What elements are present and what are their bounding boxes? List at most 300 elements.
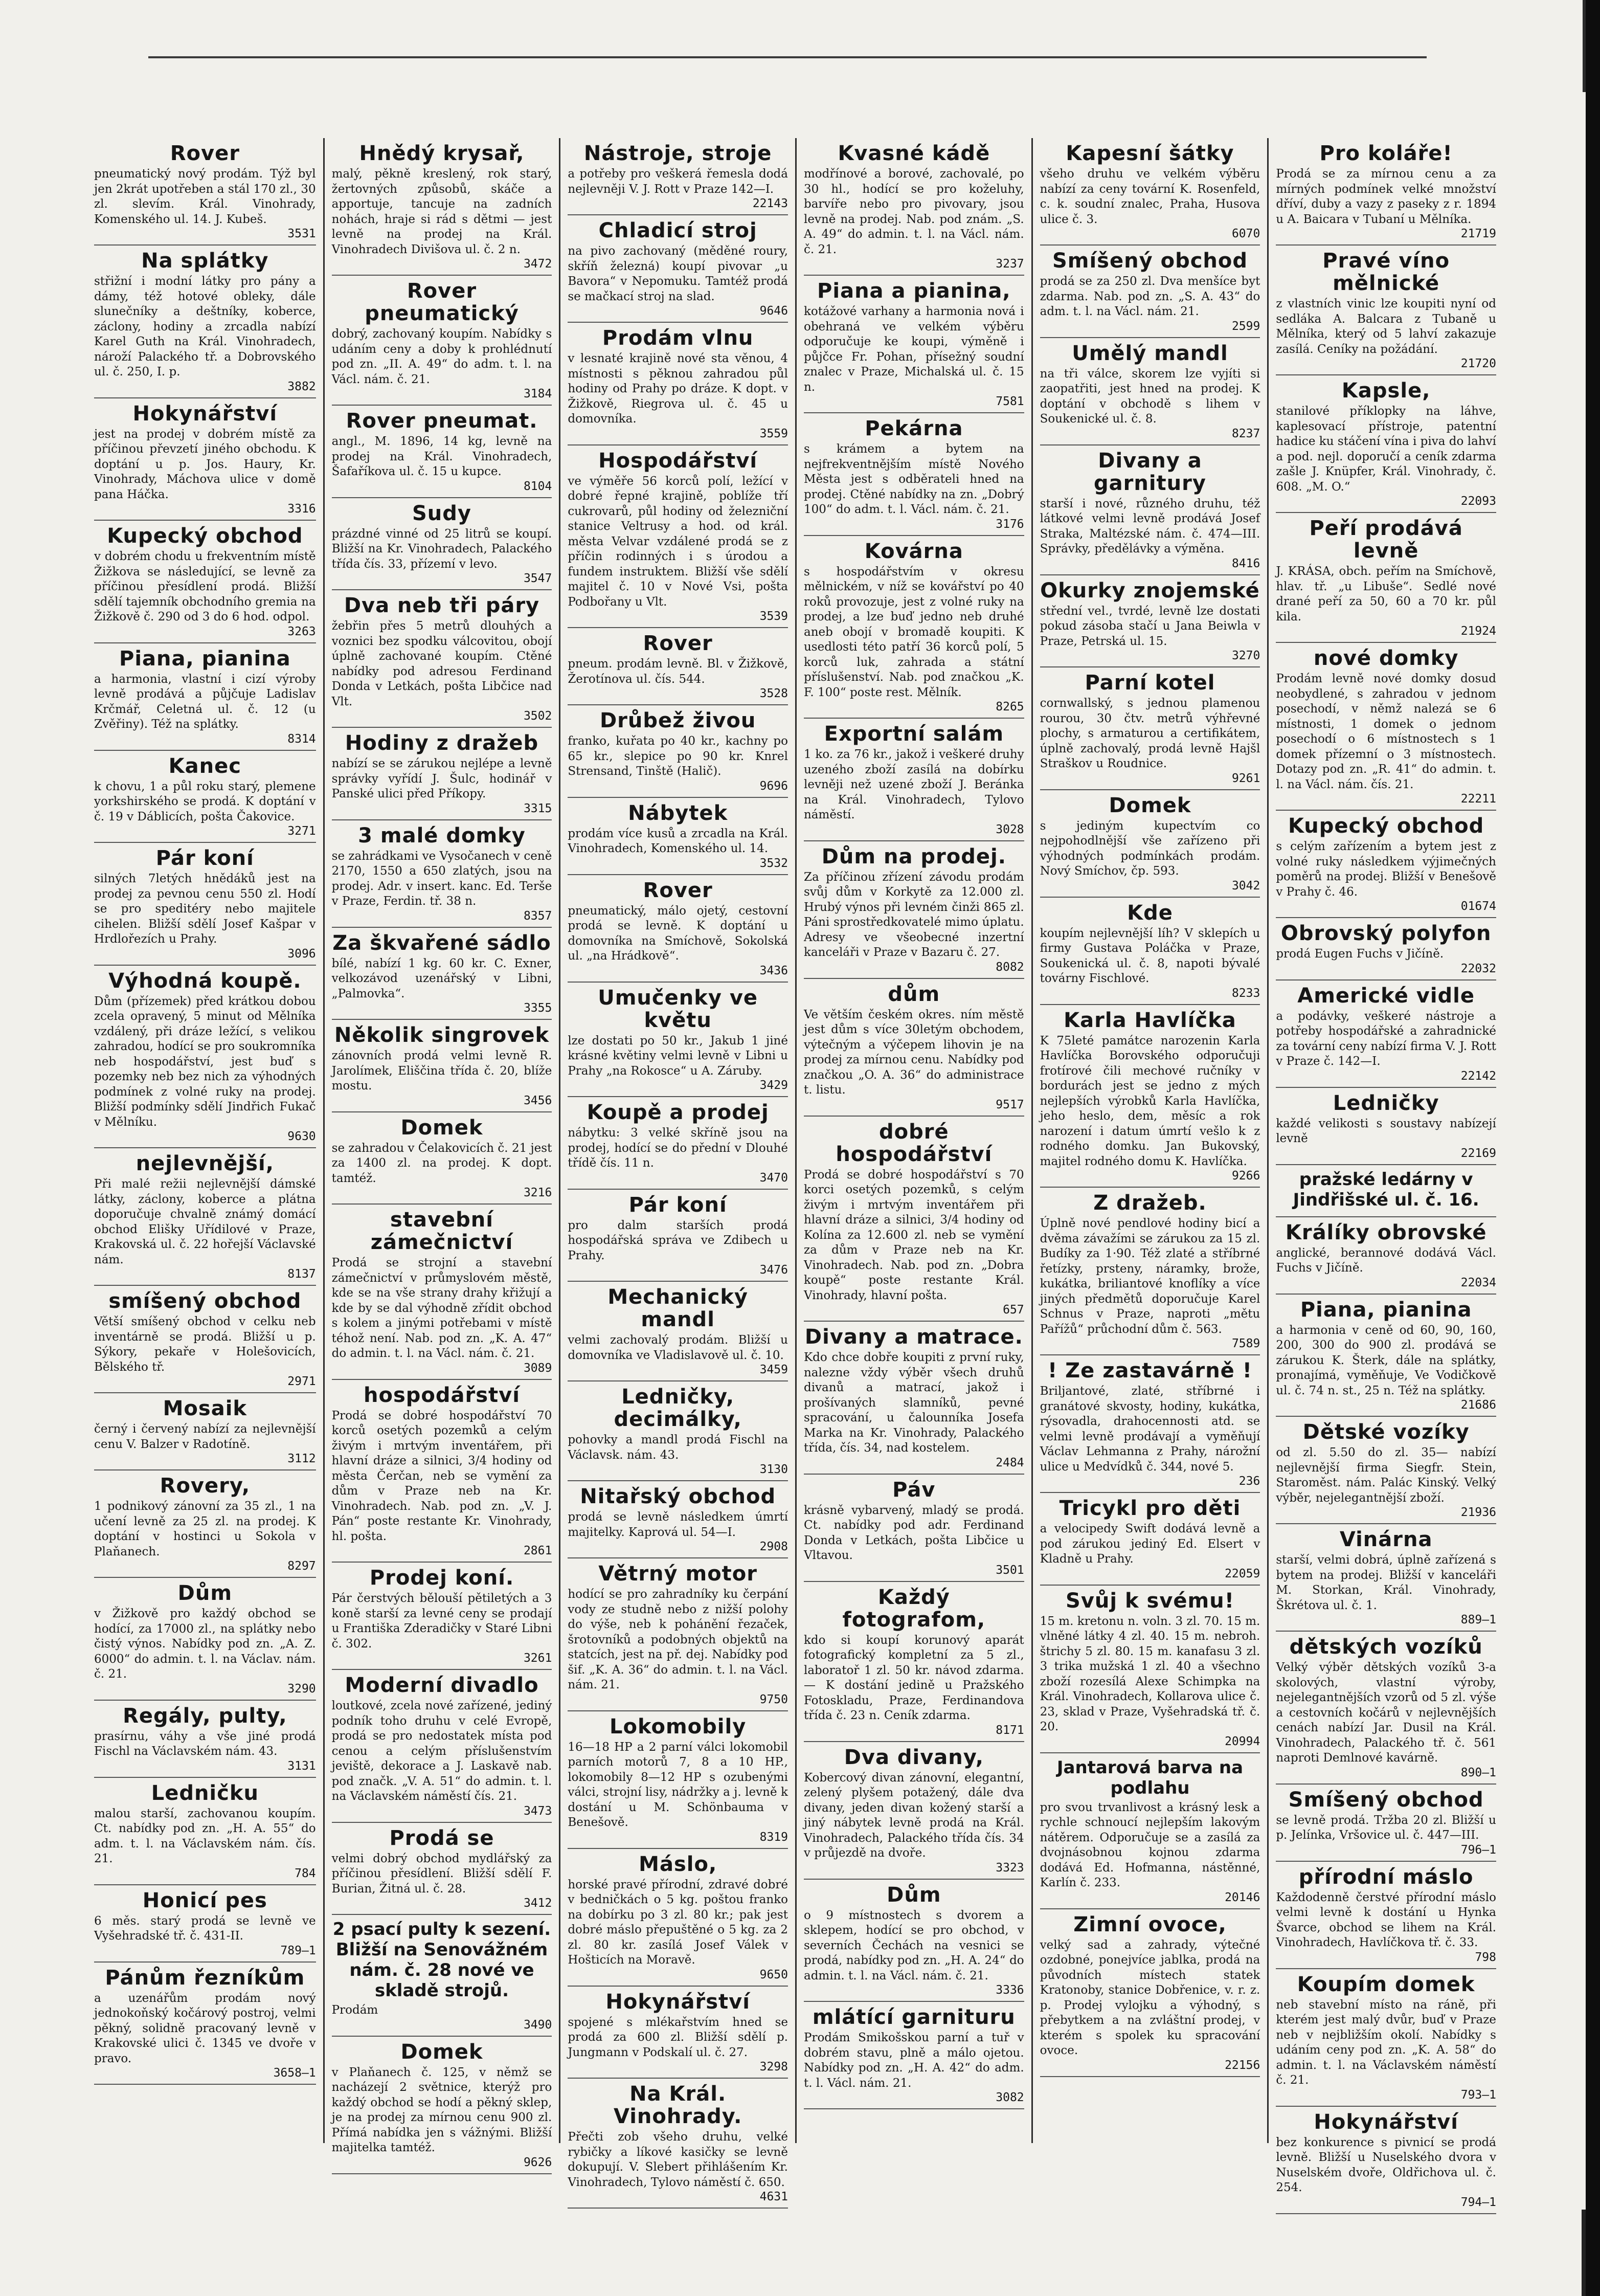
classified-ad <box>568 1381 788 1481</box>
ad-heading: smíšený obchod <box>108 1289 302 1313</box>
ad-heading: Moderní divadlo <box>345 1674 539 1697</box>
classified-ad <box>1040 1355 1260 1493</box>
ad-reference-number: 3323 <box>996 1861 1024 1875</box>
ad-heading: ! Ze zastavárně ! <box>1047 1359 1252 1383</box>
ad-reference-number: 9650 <box>759 1968 788 1981</box>
classified-ad <box>568 1097 788 1190</box>
classified-ad <box>1276 1165 1496 1217</box>
ad-reference-number: 3316 <box>287 502 316 516</box>
ad-reference-number: 3216 <box>523 1186 552 1199</box>
ad-reference-number: 9261 <box>1231 771 1260 785</box>
ad-text: stanilové příklopky na láhve, kaplesovací přístroje, patentní hadice ku stáčení vína i piva do lahví a pod. nejl. doporučí a ceník zdarma zašle J. Knüpfer, Král. Vinohrady, č. 608. „M. O.“ <box>1276 405 1496 494</box>
ad-reference-number: 8416 <box>1231 556 1260 570</box>
ad-heading: hospodářství <box>364 1383 520 1407</box>
ad-text: Prodá se strojní a stavební zámečnictví v průmyslovém městě, kde se na vše strany drahy křižují a kde by se dal výhodně zřídit obchod s kolem a jinými potřebami v místě téhož není. Nab. pod zn. „K. A. 47“ do admin. t. l. na Václ. nám. č. 21. <box>331 1256 552 1360</box>
ad-reference-number: 8137 <box>287 1267 316 1281</box>
ad-text: prodá se za 250 zl. Dva menšíce byt zdarma. Nab. pod zn. „S. A. 43“ do adm. t. l. na Václ. nám. 21. <box>1040 275 1260 318</box>
ad-reference-number: 21720 <box>1460 357 1496 370</box>
ad-text: se zahradou v Čelakovicích č. 21 jest za 1400 zl. na prodej. K dopt. tamtéž. <box>331 1141 552 1185</box>
ad-text: Prodá se dobré hospodářství s 70 korci osetých pozemků, s celým živým i mrtvým inventářem při hlavní dráze a silnici, 3/4 hodiny od Kolína za 12.600 zl. neb se vymění za dům v Praze neb na Kr. Vinohradech. Nab. pod zn. „Dobra koupě“ poste restante Král. Vinohrady, hlavní pošta. <box>803 1168 1024 1302</box>
ad-text: anglické, berannové dodává Václ. Fuchs v Jičíně. <box>1276 1246 1496 1275</box>
ad-text: s jediným kupectvím co nejpohodlnější vše zařízeno při výhodných podmínkách prodám. Nový Smíchov, čp. 593. <box>1040 819 1260 878</box>
classified-ad <box>94 398 316 521</box>
classified-ad <box>1276 513 1496 643</box>
ad-heading: Hospodářství <box>598 449 758 473</box>
ad-heading: Obrovský polyfon <box>1280 922 1492 945</box>
ad-heading: Kupecký obchod <box>1288 814 1484 838</box>
ad-heading: Ledničku <box>151 1781 259 1805</box>
ad-reference-number: 3559 <box>759 427 788 440</box>
ad-heading: Smíšený obchod <box>1052 249 1248 273</box>
ad-reference-number: 9646 <box>759 304 788 318</box>
ad-reference-number: 3490 <box>523 2018 552 2032</box>
ad-text: od zl. 5.50 do zl. 35— nabízí nejlevnější firma Siegfr. Stein, Staroměst. nám. Palác Kinský. Velký výběr, nejelegantnější zboží. <box>1276 1446 1496 1505</box>
classified-ad <box>1040 445 1260 575</box>
ad-text: velmi zachovalý prodám. Bližší u domovníka ve Vladislavově ul. č. 10. <box>568 1333 788 1362</box>
classified-ad <box>568 1987 788 2079</box>
page-edge-notch-lower <box>1582 2210 1586 2296</box>
ad-heading: Kupecký obchod <box>107 524 303 548</box>
classified-ad <box>1040 1005 1260 1188</box>
ad-reference-number: 22032 <box>1460 962 1496 975</box>
ad-reference-number: 20994 <box>1225 1734 1260 1748</box>
ad-text: angl., M. 1896, 14 kg, levně na prodej na Král. Vinohradech, Šafaříkova ul. č. 15 u kupce. <box>331 435 552 478</box>
ad-text: prasírnu, váhy a vše jiné prodá Fischl na Václavském nám. 43. <box>94 1729 316 1758</box>
ad-reference-number: 3658—1 <box>273 2066 316 2080</box>
column-6 <box>1267 138 1503 2209</box>
ad-reference-number: 2599 <box>1231 319 1260 333</box>
ad-reference-number: 6070 <box>1231 227 1260 240</box>
ad-heading: Pár koní <box>155 846 254 870</box>
classified-ad <box>332 1112 552 1205</box>
ad-heading: Dětské vozíky <box>1302 1420 1470 1444</box>
classified-ad <box>332 276 552 406</box>
ad-heading: Hnědý krysař, <box>359 142 525 165</box>
classified-ad <box>332 1380 552 1563</box>
classified-ad <box>1276 1295 1496 1417</box>
ad-heading: Jantarová barva na podlahu <box>1056 1757 1244 1798</box>
ad-heading: Kapesní šátky <box>1066 142 1234 165</box>
ad-reference-number: 3531 <box>287 227 316 240</box>
classified-ad <box>94 751 316 843</box>
ad-text: Přečti zob všeho druhu, velké rybičky a líkové kasičky se levně dokupují. V. Slebert přihlášením Kr. Vinohradech, Tylovo náměstí č. 650. <box>568 2130 788 2189</box>
ad-text: pneumatický, málo ojetý, cestovní prodá se levně. K doptání u domovníka na Smíchově, Sokolská ul. „na Hrádkově“. <box>568 904 788 963</box>
ad-text: 15 m. kretonu n. voln. 3 zl. 70. 15 m. vlněné látky 4 zl. 40. 15 m. nebroh. štrichy 5 zl. 80. 15 m. kanafasu 3 zl. 3 trika mužská 1 zl. 40 a všechno zboží rozesílá Alexe Schimpka na Král. Vinohradech, Kollarova ulice č. 23, sklad v Praze, Vyšehradská tř. č. 20. <box>1040 1614 1260 1733</box>
ad-text: horské pravé přírodní, zdravé dobré v bedničkách o 5 kg. poštou franko na dobírku po 3 zl. 80 kr.; pak jest dobré máslo přepuštěné o 5 kg. za 2 zl. 80 kr. zasílá Josef Válek v Hošticích na Moravě. <box>568 1878 788 1967</box>
ad-text: pneumatický nový prodám. Týž byl jen 2krát upotřeben a stál 170 zl., 30 zl. slevím. Král. Vinohrady, Komenského ul. 14. J. Kubeš. <box>94 167 316 226</box>
ad-heading: Parní kotel <box>1085 671 1215 695</box>
ad-heading: nové domky <box>1313 647 1459 670</box>
ad-text: loutkové, zcela nové zařízené, jediný podník toho druhu v celé Evropě, prodá se pro nedostatek místa pod cenou a celým příslušenstvím jeviště, dekorace a J. Laskavě nab. pod značk. „V. A. 51“ do admin. t. l. na Václavském náměstí čís. 21. <box>331 1699 552 1803</box>
ad-text: 16—18 HP a 2 parní válci lokomobil parních motorů 7, 8 a 10 HP., lokomobily 8—12 HP s ozubenými válci, strojní lisy, nádržky a j. levně k dostání u M. Schönbauma v Benešově. <box>568 1740 788 1829</box>
classified-ad <box>568 1481 788 1558</box>
ad-reference-number: 21686 <box>1460 1398 1496 1412</box>
ad-text: lze dostati po 50 kr., Jakub 1 jiné krásné květiny velmi levně v Libni u Prahy „na Rokosce“ u A. Záruby. <box>568 1034 788 1078</box>
classified-ad <box>332 1205 552 1380</box>
ad-reference-number: 3028 <box>996 822 1024 836</box>
ad-reference-number: 3270 <box>1231 649 1260 662</box>
ad-heading: Rover pneumatický <box>365 279 519 325</box>
ad-heading: Rover <box>643 632 713 655</box>
ad-heading: Regály, pulty, <box>123 1704 287 1728</box>
classified-ad <box>568 1711 788 1849</box>
ad-heading: Divany a matrace. <box>804 1325 1023 1349</box>
classified-ad <box>1040 138 1260 246</box>
ad-heading: Pánům řezníkům <box>105 1966 305 1990</box>
ad-text: Velký výběr dětských vozíků 3-a skolových, vlastní výroby, nejelegantnějších vzorů od 5 zl. výše a cestovních kočárů v nejlevnějších cenách nabízí Jar. Dusil na Král. Vinohradech, Palackého tř. č. 561 naproti Demlnové kavárně. <box>1276 1661 1496 1765</box>
ad-heading: Rover pneumat. <box>346 409 538 433</box>
ad-heading: pražské ledárny v Jindřišské ul. č. 16. <box>1293 1169 1479 1210</box>
ad-reference-number: 657 <box>1003 1303 1024 1317</box>
ad-text: a uzenářům prodám nový jednokoňský kočárový postroj, velmi pěkný, solidně pracovaný levně v Krakovské ulici č. 1345 ve dvoře v pravo. <box>94 1991 316 2065</box>
classified-ad <box>804 413 1024 536</box>
ad-reference-number: 3456 <box>523 1094 552 1107</box>
ad-text: v Plaňanech č. 125, v němž se nacházejí 2 světnice, kterýž pro každý obchod se hodí a pěkný sklep, je na prodej za mírnou cenu 900 zl. Přímá nabídka jen s vážnými. Bližší majitelka tamtéž. <box>331 2065 552 2154</box>
ad-heading: Drůbež živou <box>599 709 756 732</box>
ad-reference-number: 2971 <box>287 1375 316 1388</box>
ad-reference-number: 3355 <box>523 1001 552 1015</box>
ad-reference-number: 3470 <box>759 1171 788 1185</box>
ad-heading: Nástroje, stroje <box>583 142 772 165</box>
ad-heading: nejlevnější, <box>136 1152 274 1175</box>
classified-ad <box>94 1148 316 1286</box>
ad-heading: Ledničky <box>1333 1091 1439 1115</box>
classified-ad <box>568 138 788 215</box>
ad-reference-number: 2861 <box>523 1544 552 1557</box>
ad-heading: Kde <box>1127 901 1173 925</box>
classified-ad <box>332 2037 552 2174</box>
ad-reference-number: 21936 <box>1460 1506 1496 1519</box>
ad-text: hodící se pro zahradníky ku čerpání vody ze studně nebo z nižší polohy do výše, neb k pohánění řezaček, šrotovníků a podobných objektů na statcích, jest na př. dej. Nabídky pod šif. „K. A. 36“ do admin. t. l. na Václ. nám. 21. <box>568 1588 788 1691</box>
classified-ad <box>332 1670 552 1823</box>
ad-heading: Lokomobily <box>610 1714 747 1738</box>
ad-reference-number: 9626 <box>523 2155 552 2169</box>
ad-heading: Pravé víno mělnické <box>1322 249 1450 295</box>
ad-heading: Kovárna <box>864 539 963 563</box>
ad-text: Kobercový divan zánovní, elegantní, zelený plyšem potažený, dále dva divany, jeden divan kožený starší a jiný nábytek levně prodá na Král. Vinohradech, Palackého třída čís. 34 v průjezdě na dvoře. <box>803 1771 1024 1860</box>
ad-text: pohovky a mandl prodá Fischl na Václavsk. nám. 43. <box>568 1433 788 1462</box>
ad-heading: Hokynářství <box>1314 2110 1458 2134</box>
classified-ad <box>94 643 316 751</box>
ad-reference-number: 3176 <box>996 517 1024 531</box>
ad-text: pneum. prodám levně. Bl. v Žižkově, Žerotínova ul. čís. 544. <box>568 657 788 686</box>
classified-ad <box>568 1558 788 1711</box>
classified-ad <box>568 983 788 1098</box>
ad-reference-number: 9517 <box>996 1098 1024 1111</box>
ad-text: v lesnaté krajině nové sta věnou, 4 místnosti s pěknou zahradou půl hodiny od Prahy po dráze. K dopt. v Žižkově, Riegrova ul. č. 45 u domovníka. <box>568 352 788 426</box>
ad-text: Prodám levně nové domky dosud neobydlené, s zahradou v jednom posechodí, v němž nalezá se 6 místnosti, 1 domek o jednom posechodí o 6 místnostech s 1 domek přízemní o 3 místnostech. Dotazy pod zn. „R. 41“ do admin. t. l. na Václ. nám. čís. 21. <box>1276 672 1496 791</box>
ad-reference-number: 8171 <box>996 1723 1024 1737</box>
ad-text: spojené s mlékařstvím hned se prodá za 600 zl. Bližší sdělí p. Jungmann v Podskalí ul. č. 27. <box>568 2015 788 2059</box>
ad-reference-number: 7589 <box>1231 1337 1260 1350</box>
classified-ad <box>94 1286 316 1393</box>
ad-reference-number: 3429 <box>759 1079 788 1092</box>
classified-ad <box>1040 338 1260 445</box>
ad-text: černý i červený nabízí za nejlevnější cenu V. Balzer v Radotíně. <box>94 1422 316 1451</box>
ad-heading: Nitařský obchod <box>580 1485 776 1508</box>
classified-ad <box>94 843 316 966</box>
classified-ad <box>1276 1417 1496 1524</box>
ad-heading: Za škvařené sádlo <box>332 931 551 955</box>
ad-reference-number: 8265 <box>996 700 1024 714</box>
classified-ad <box>332 1020 552 1112</box>
ad-reference-number: 3539 <box>759 610 788 623</box>
ad-heading: Vinárna <box>1339 1528 1433 1551</box>
ad-reference-number: 3237 <box>996 257 1024 271</box>
ad-heading: Mosaik <box>163 1397 247 1420</box>
ad-reference-number: 3472 <box>523 257 552 271</box>
ad-text: J. KRÁSA, obch. peřím na Smíchově, hlav. tř. „u Libuše“. Sedlé nové drané peří za 50, 60 a 70 kr. půl kila. <box>1276 565 1496 623</box>
ad-text: na pivo zachovaný (měděné roury, skříň železná) koupí pivovar „u Bavora“ v Nepomuku. Tamtéž prodá se mačkací stroj na slad. <box>568 244 788 303</box>
ad-text: bez konkurence s pivnicí se prodá levně. Bližší u Nuselského dvora v Nuselském dvoře, Oldřichova ul. č. 254. <box>1276 2135 1496 2194</box>
ad-text: nábytku: 3 velké skříně jsou na prodej, hodící se do přední v Dlouhé třídě čís. 11 n. <box>568 1126 788 1170</box>
classified-columns <box>87 138 1503 2209</box>
ad-heading: Divany a garnitury <box>1094 449 1206 495</box>
ad-reference-number: 3089 <box>523 1361 552 1375</box>
ad-heading: Honicí pes <box>142 1888 267 1912</box>
ad-text: Úplně nové pendlové hodiny bicí a dvěma závažími se zárukou za 15 zl. Budíky za 1·90. Též zlaté a stříbrné řetízky, prsteny, náramky, brože, kukátka, briliantové knoflíky a více jiných předmětů doporučuje Karel Schnus v Praze, naproti „mětu Pařížů“ průchodní dům č. 563. <box>1040 1217 1260 1336</box>
ad-reference-number: 3459 <box>759 1363 788 1376</box>
ad-text: neb stavební místo na ráně, při kterém jest malý dvůr, buď v Praze neb v nejbližším okolí. Nabídky s udáním ceny pod zn. „K. A. 58“ do admin. t. l. na Václavském náměstí č. 21. <box>1276 1998 1496 2087</box>
ad-reference-number: 4631 <box>759 2190 788 2203</box>
ad-reference-number: 3473 <box>523 1804 552 1818</box>
ad-heading: Rover <box>170 142 240 165</box>
ad-reference-number: 3501 <box>996 1563 1024 1577</box>
column-1 <box>87 138 323 2143</box>
ad-reference-number: 7581 <box>996 395 1024 408</box>
ad-heading: Mechanický mandl <box>607 1285 748 1331</box>
classified-ad <box>1276 1862 1496 1969</box>
ad-reference-number: 3336 <box>996 1983 1024 1997</box>
classified-ad <box>568 323 788 445</box>
ad-heading: Kvasné kádě <box>838 142 990 165</box>
ad-heading: mlátící garnituru <box>812 2005 1016 2029</box>
ad-text: velmi dobrý obchod mydlářský za příčinou přesídlení. Bližší sdělí F. Burian, Žitná ul. č. 28. <box>331 1852 552 1896</box>
ad-reference-number: 3298 <box>759 2060 788 2074</box>
ad-text: prodá se levně následkem úmrtí majitelky. Kaprová ul. 54—I. <box>568 1510 788 1539</box>
classified-ad <box>332 928 552 1020</box>
classified-ad <box>94 966 316 1149</box>
ad-heading: Okurky znojemské <box>1040 578 1260 603</box>
classified-ad <box>804 276 1024 413</box>
ad-reference-number: 3436 <box>759 964 788 977</box>
ad-heading: Karla Havlíčka <box>1064 1008 1236 1032</box>
classified-ad <box>94 521 316 643</box>
ad-reference-number: 8314 <box>287 732 316 746</box>
ad-text: Za příčinou zřízení závodu prodám svůj dům v Korkytě za 12.000 zl. Hrubý výnos při levném činži 865 zl. Páni sprostředkovatelé mimo úplatu. Adresy ve všeobecné inzertní kanceláři v Praze v Bazaru č. 27. <box>803 870 1024 959</box>
classified-ad <box>804 1475 1024 1582</box>
ad-heading: přírodní máslo <box>1298 1865 1474 1889</box>
ad-text: 6 měs. starý prodá se levně ve Vyšehradské tř. č. 431-II. <box>94 1914 316 1943</box>
ad-reference-number: 8319 <box>759 1830 788 1844</box>
ad-reference-number: 3130 <box>759 1463 788 1476</box>
ad-heading: dům <box>888 982 940 1006</box>
ad-text: k chovu, 1 a půl roku starý, plemene yorkshirského se prodá. K doptání v č. 19 v Dáblicích, pošta Čakovice. <box>94 779 316 823</box>
ad-reference-number: 9266 <box>1231 1169 1260 1183</box>
ad-heading: Dům <box>177 1581 232 1605</box>
ad-reference-number: 3184 <box>523 387 552 400</box>
ad-heading: Smíšený obchod <box>1288 1788 1484 1812</box>
ad-text: kotážové varhany a harmonia nová i obehraná ve velkém výběru odporučuje ke koupi, výměně i půjčce Fr. Pohan, přísežný soudní znalec v Praze, Michalská ul. č. 15 n. <box>803 305 1024 394</box>
ad-text: dobrý, zachovaný koupím. Nabídky s udáním ceny a doby k prohlédnutí pod zn. „II. A. 49“ do adm. t. l. na Václ. nám. č. 21. <box>331 327 552 386</box>
classified-ad <box>94 1701 316 1778</box>
ad-heading: Na splátky <box>141 249 269 273</box>
classified-ad <box>804 536 1024 719</box>
classified-ad <box>1040 1586 1260 1753</box>
classified-ad <box>94 246 316 398</box>
ad-reference-number: 3096 <box>287 947 316 961</box>
classified-ad <box>804 2002 1024 2109</box>
ad-reference-number: 794—1 <box>1460 2195 1496 2209</box>
ad-text: všeho druhu ve velkém výběru nabízí za ceny tovární K. Rosenfeld, c. k. soudní znalec, Praha, Husova ulice č. 3. <box>1040 167 1260 226</box>
ad-text: a harmonia, vlastní i cizí výroby levně prodává a půjčuje Ladislav Krčmář, Celetná ul. č. 12 (u Zvěřiny). Též na splátky. <box>94 672 316 731</box>
ad-heading: Koupím domek <box>1297 1972 1475 1996</box>
page-edge-notch <box>1583 0 1586 92</box>
classified-ad <box>1276 811 1496 918</box>
ad-heading: Americké vidle <box>1297 984 1475 1008</box>
classified-ad <box>1276 375 1496 513</box>
ad-heading: Prodám vlnu <box>602 326 754 350</box>
classified-ad <box>332 1823 552 1915</box>
ad-heading: Prodej koní. <box>369 1566 514 1590</box>
ad-reference-number: 3412 <box>523 1897 552 1910</box>
ad-text: franko, kuřata po 40 kr., kachny po 65 kr., slepice po 90 kr. Knrel Strensand, Tinště (Halič). <box>568 734 788 778</box>
classified-ad <box>332 1563 552 1670</box>
ad-text: pro dalm starších prodá hospodářská správa ve Zdibech u Prahy. <box>568 1218 788 1262</box>
ad-heading: Kanec <box>168 754 241 778</box>
ad-text: pro svou trvanlivost a krásný lesk a rychle schnoucí nejlepším lakovým nátěrem. Odporučuje se a zasílá za dvojnásobnou kojnou zdarma dodává Ed. Hofmanna, nástěnné, Karlín č. 233. <box>1040 1800 1260 1889</box>
ad-text: o 9 místnostech s dvorem a sklepem, hodící se pro obchod, v severních Čechách na vesnici se prodá, nabídky pod zn. „H. A. 24“ do admin. t. l. na Václ. nám. č. 21. <box>803 1908 1024 1982</box>
classified-ad <box>1276 918 1496 980</box>
ad-reference-number: 22142 <box>1460 1069 1496 1083</box>
classified-ad <box>1276 1217 1496 1295</box>
ad-text: střižní i modní látky pro pány a dámy, též hotové obleky, dále slunečníky a deštníky, koberce, záclony, hodiny a zrcadla nabízí Karel Guth na Král. Vinohradech, nároží Palackého tř. a Dobrovského ul. č. 250, I. p. <box>94 275 316 378</box>
ad-text: starší, velmi dobrá, úplně zařízená s bytem na prodej. Bližší v kanceláři M. Storkan, Král. Vinohrady, Škrétova ul. č. 1. <box>1276 1553 1496 1612</box>
ad-heading: Máslo, <box>639 1852 717 1876</box>
ad-text: Prodám <box>331 2003 378 2017</box>
ad-text: Prodá se za mírnou cenu a za mírných podmínek velké množství dříví, duby a vazy z paseky z r. 1894 u A. Baicara v Tubaní u Mělníka. <box>1276 167 1496 226</box>
ad-heading: Páv <box>892 1478 936 1502</box>
ad-reference-number: 22169 <box>1460 1146 1496 1160</box>
ad-text: z vlastních vinic lze koupiti nyní od sedláka A. Balcara z Tubaně u Mělníka, který od 5 lahví zakazuje zasílá. Ceníky na požádání. <box>1276 297 1496 356</box>
page-edge <box>1586 0 1600 2296</box>
ad-text: na tři válce, skorem lze vyjíti si zaopatřiti, jest hned na prodej. K doptání v obchodě s lihem v Soukenické ul. č. 8. <box>1040 367 1260 426</box>
ad-heading: Několik singrovek <box>334 1023 550 1047</box>
classified-ad <box>94 1470 316 1578</box>
ad-text: Prodá se dobré hospodářství 70 korců osetých pozemků a celým živým i mrtvým inventářem, při hlavní dráze a silnici, 3/4 hodiny od města Čerčan, neb se vymění za dům v Praze neb na Kr. Vinohradech. Nab. pod zn. „V. J. Pán“ poste restante Kr. Vinohrady, hl. pošta. <box>331 1409 552 1543</box>
ad-text: 1 ko. za 76 kr., jakož i veškeré druhy uzeného zboží zasílá na dobírku levněji než uzené zboží J. Beránka na Král. Vinohradech, Tylovo náměstí. <box>803 748 1024 821</box>
classified-ad <box>332 1915 552 2037</box>
header-rule <box>148 56 1427 58</box>
ad-reference-number: 3547 <box>523 572 552 585</box>
ad-text: zánovních prodá velmi levně R. Jarolímek, Eliščina třída č. 20, blíže mostu. <box>331 1049 552 1093</box>
ad-heading: Dva divany, <box>844 1745 984 1769</box>
classified-ad <box>568 628 788 705</box>
classified-ad <box>1276 1969 1496 2107</box>
classified-ad <box>804 979 1024 1117</box>
classified-ad <box>1040 575 1260 668</box>
classified-ad <box>804 719 1024 841</box>
ad-heading: Ledničky, decimálky, <box>614 1385 742 1431</box>
ad-heading: Domek <box>1109 793 1191 817</box>
classified-ad <box>1276 1785 1496 1862</box>
ad-heading: 3 malé domky <box>358 823 526 848</box>
classified-ad <box>332 590 552 728</box>
ad-heading: Výhodná koupě. <box>108 969 302 993</box>
classified-ad <box>332 138 552 276</box>
ad-text: střední vel., tvrdé, levně lze dostati pokud zásoba stačí u Jana Beiwla v Praze, Petrská ul. 15. <box>1040 604 1260 648</box>
ad-text: kdo si koupí korunový aparát fotografický kompletní za 5 zl., laboratoř 1 zl. 50 kr. návod zdarma. — K dostání jedině u Pražského Fotoskladu, Praze, Ferdinandova třída č. 23 n. Ceník zdarma. <box>803 1633 1024 1722</box>
ad-heading: Pro koláře! <box>1319 142 1453 165</box>
ad-heading: Piana a pianina, <box>817 279 1011 303</box>
ad-heading: Větrný motor <box>598 1562 758 1586</box>
classified-ad <box>94 1393 316 1470</box>
ad-reference-number: 3290 <box>287 1682 316 1696</box>
ad-text: se levně prodá. Tržba 20 zl. Bližší u p. Jelínka, Vršovice ul. č. 447—III. <box>1276 1813 1496 1842</box>
ad-text: jest na prodej v dobrém místě za příčinou převzetí jiného obchodu. K doptání u p. Jos. Haury, Kr. Vinohrady, Máchova ulice v domě pana Háčka. <box>94 427 316 501</box>
ad-reference-number: 3082 <box>996 2091 1024 2104</box>
ad-text: s celým zařízením a bytem jest z volné ruky následkem výjimečných poměrů na prodej. Bližší v Benešově v Prahy č. 46. <box>1276 840 1496 899</box>
ad-heading: Zimní ovoce, <box>1073 1912 1227 1936</box>
ad-heading: Piana, pianina <box>1300 1298 1472 1322</box>
column-3 <box>559 138 795 2203</box>
ad-heading: Nábytek <box>628 801 728 825</box>
ad-heading: Každý fotografom, <box>842 1585 986 1632</box>
ad-heading: Umělý mandl <box>1072 341 1228 365</box>
ad-reference-number: 3528 <box>759 687 788 700</box>
ad-heading: Pár koní <box>628 1193 727 1217</box>
classified-ad <box>1040 1493 1260 1586</box>
ad-reference-number: 21719 <box>1460 227 1496 240</box>
column-5 <box>1031 138 1268 2143</box>
ad-text: starší i nové, různého druhu, též látkové velmi levně prodává Josef Straka, Maltézské nám. č. 474—III. Správky, předělávky a výměna. <box>1040 497 1260 555</box>
ad-heading: Na Král. Vinohrady. <box>613 2082 742 2128</box>
ad-text: 1 podnikový zánovní za 35 zl., 1 na učení levně za 25 zl. na prodej. K doptání v hostinci u Sokola v Plaňanech. <box>94 1500 316 1558</box>
ad-text: v Žižkově pro každý obchod se hodící, za 17000 zl., na splátky nebo čistý výnos. Nabídky pod zn. „A. Z. 6000“ do admin. t. l. na Václav. nám. č. 21. <box>94 1607 316 1681</box>
ad-reference-number: 21924 <box>1460 625 1496 638</box>
ad-reference-number: 3263 <box>287 625 316 638</box>
ad-reference-number: 3882 <box>287 380 316 393</box>
ad-heading: Hokynářství <box>132 402 278 426</box>
classified-ad <box>568 1849 788 1987</box>
ad-reference-number: 793—1 <box>1460 2088 1496 2102</box>
classified-ad <box>1276 246 1496 375</box>
ad-text: a podávky, veškeré nástroje a potřeby hospodářské a zahradnické za tovární ceny nabízí firma V. J. Rott v Praze č. 142—I. <box>1276 1009 1496 1068</box>
ad-reference-number: 3271 <box>287 824 316 838</box>
ad-heading: Chladicí stroj <box>598 219 757 242</box>
classified-ad <box>568 1282 788 1381</box>
ad-heading: Kapsle, <box>1341 379 1431 403</box>
ad-reference-number: 789—1 <box>280 1944 316 1957</box>
ad-heading: Piana, pianina <box>119 647 291 671</box>
classified-ad <box>804 1322 1024 1475</box>
ad-heading: dětských vozíků <box>1289 1635 1483 1659</box>
classified-ad <box>1276 1088 1496 1165</box>
classified-ad <box>1276 1632 1496 1785</box>
ad-reference-number: 8082 <box>996 960 1024 974</box>
ad-reference-number: 2484 <box>996 1456 1024 1469</box>
classified-ad <box>1276 1524 1496 1632</box>
classified-ad <box>94 1578 316 1701</box>
ad-text: Větší smíšený obchod v celku neb inventárně se prodá. Bližší u p. Sýkory, pekaře v Holešovicích, Bělského tř. <box>94 1315 316 1374</box>
ad-heading: Králíky obrovské <box>1285 1220 1487 1244</box>
classified-ad <box>1040 1753 1260 1909</box>
classified-ad <box>568 445 788 629</box>
ad-reference-number: 22211 <box>1460 792 1496 806</box>
ad-text: a harmonia v ceně od 60, 90, 160, 200, 300 do 900 zl. prodává se zárukou K. Šterk, dále na splátky, pronajímá, vyměňuje, Ve Vodičkově ul. č. 74 n. st., 25 n. Též na splátky. <box>1276 1323 1496 1397</box>
ad-reference-number: 784 <box>295 1866 316 1880</box>
ad-text: s hospodářstvím v okresu mělnickém, v níž se kovářství po 40 roků provozuje, jest z volné ruky na prodej, a lze buď jedno neb druhé aneb obojí v bromadě koupiti. K usedlosti této patří 36 korců polí, 5 korců luk, zahrada a státní příslušenství. Nab. pod značkou „K. F. 100“ poste rest. Mělník. <box>803 565 1024 699</box>
